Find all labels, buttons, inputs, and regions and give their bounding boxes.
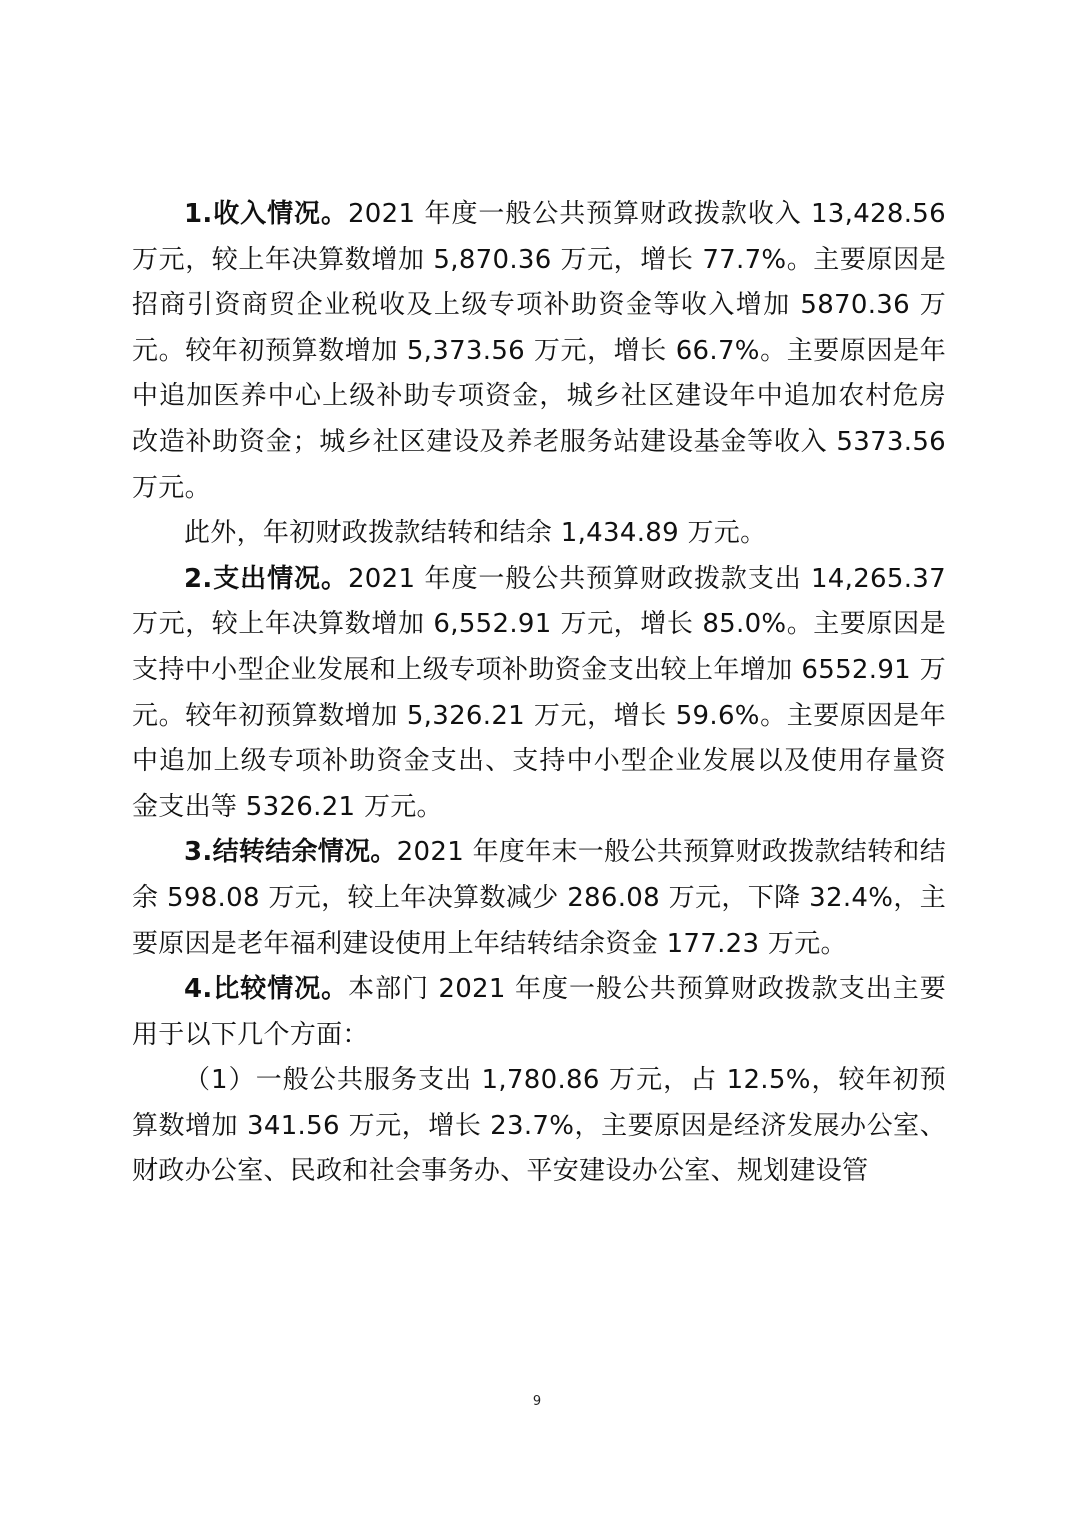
paragraph-income	[132, 192, 946, 511]
paragraph-text: 2021 年度一般公共预算财政拨款支出 14,265.37 万元，较上年决算数增加 6,552.91 万元，增长 85.0%。主要原因是支持中小型企业发展和上级专项补助资金支出较上年增加 6552.91 万元。较年初预算数增加 5,326.21 万元，增长 59.6%。主要原因是年中追加上级专项补助资金支出、支持中小型企业发展以及使用存量资金支出等 5326.21 万元。	[132, 563, 946, 822]
paragraph-comparison	[132, 967, 946, 1058]
page-number: 9	[532, 1394, 542, 1409]
document-body	[132, 192, 946, 1195]
paragraph-heading: 4.比较情况。	[184, 974, 349, 1005]
paragraph-heading: 3.结转结余情况。	[184, 837, 397, 868]
paragraph-carryover-note	[132, 511, 946, 557]
paragraph-text: 2021 年度年末一般公共预算财政拨款结转和结余 598.08 万元，较上年决算数减少 286.08 万元，下降 32.4%，主要原因是老年福利建设使用上年结转结余资金 177.23 万元。	[132, 837, 947, 959]
paragraph-heading: 2.支出情况。	[184, 563, 348, 594]
paragraph-balance	[132, 830, 946, 967]
paragraph-text: 2021 年度一般公共预算财政拨款收入 13,428.56 万元，较上年决算数增加 5,870.36 万元，增长 77.7%。主要原因是招商引资商贸企业税收及上级专项补助资金等收入增加 5870.36 万元。较年初预算数增加 5,373.56 万元，增长 66.7%。主要原因是年中追加医养中心上级补助专项资金，城乡社区建设年中追加农村危房改造补助资金；城乡社区建设及养老服务站建设基金等收入 5373.56 万元。	[132, 199, 946, 503]
paragraph-text: 此外，年初财政拨款结转和结余 1,434.89 万元。	[184, 518, 767, 549]
paragraph-expenditure	[132, 557, 946, 831]
paragraph-general-public-services	[132, 1058, 946, 1195]
paragraph-heading: 1.收入情况。	[184, 199, 348, 229]
paragraph-text: （1）一般公共服务支出 1,780.86 万元，占 12.5%，较年初预算数增加 341.56 万元，增长 23.7%，主要原因是经济发展办公室、财政办公室、民政和社会事务办、平安建设办公室、规划建设管	[132, 1065, 946, 1187]
paragraph-text: 本部门 2021 年度一般公共预算财政拨款支出主要用于以下几个方面：	[132, 974, 946, 1050]
